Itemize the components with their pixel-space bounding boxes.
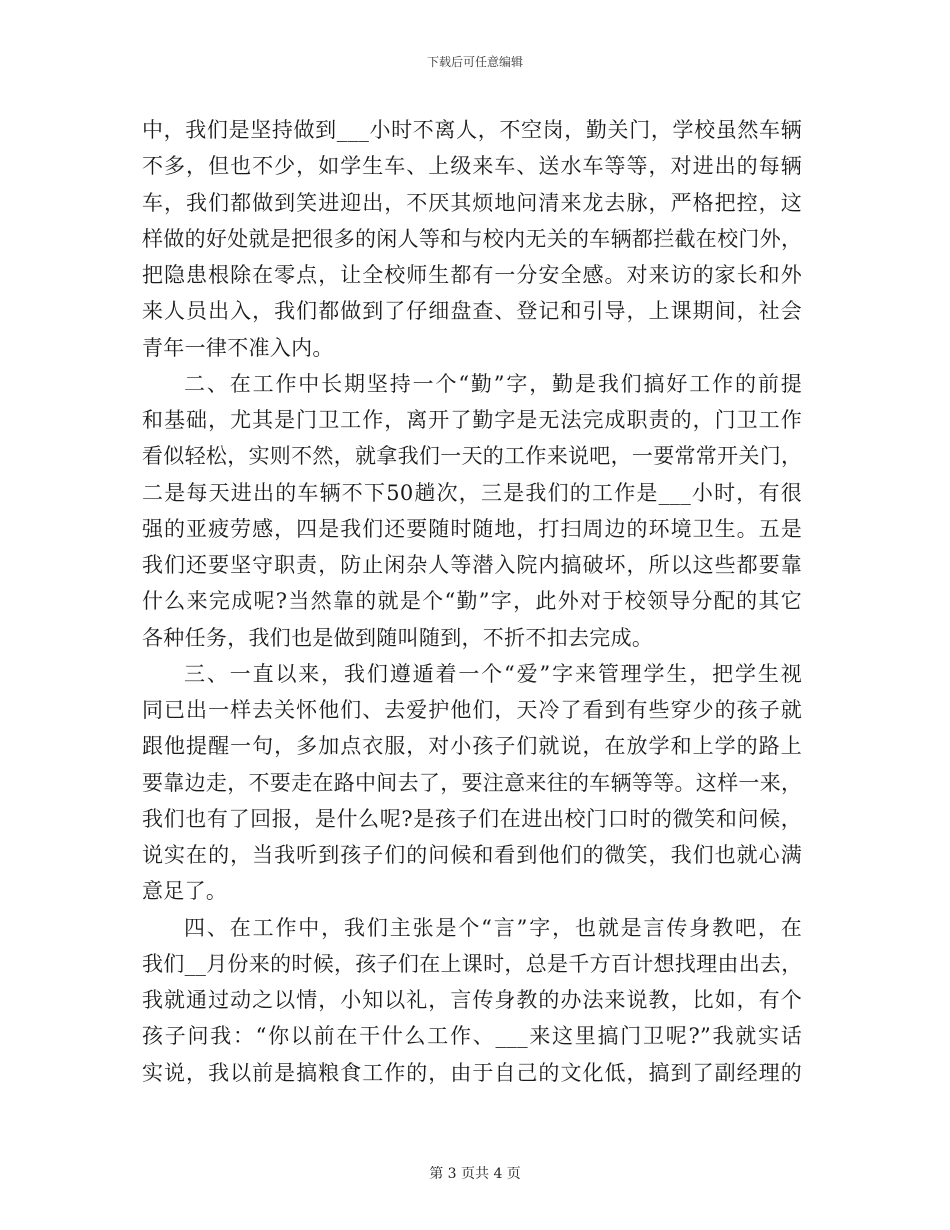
- text-line: 我们也有了回报，是什么呢?是孩子们在进出校门口时的微笑和问候，: [142, 806, 802, 831]
- text-line: 各种任务，我们也是做到随叫随到，不折不扣去完成。: [142, 625, 654, 650]
- text-line: 把隐患根除在零点，让全校师生都有一分安全感。对来访的家长和外: [142, 263, 802, 287]
- text-line: 要靠边走，不要走在路中间去了，要注意来往的车辆等等。这样一来，: [142, 770, 803, 795]
- text-line: 来人员出入，我们都做到了仔细盘查、登记和引导，上课期间，社会: [142, 299, 802, 324]
- text-line: 同已出一样去关怀他们、去爱护他们，天冷了看到有些穿少的孩子就: [142, 698, 802, 722]
- text-line: 什么来完成呢?当然靠的就是个“勤”字，此外对于校领导分配的其它: [142, 589, 802, 614]
- text-line: 二、在工作中长期坚持一个“勤”字，勤是我们搞好工作的前提: [184, 371, 802, 396]
- text-line: 样做的好处就是把很多的闲人等和与校内无关的车辆都拦截在校门外，: [142, 226, 803, 251]
- text-line: 我们还要坚守职责，防止闲杂人等潜入院内搞破坏，所以这些都要靠: [142, 553, 802, 577]
- text-line: 车，我们都做到笑进迎出，不厌其烦地问清来龙去脉，严格把控，这: [142, 190, 802, 215]
- text-line: 二是每天进出的车辆不下50趟次，三是我们的工作是___小时，有很: [142, 480, 802, 505]
- text-line: 四、在工作中，我们主张是个“言”字，也就是言传身教吧，在: [184, 915, 802, 940]
- text-line: 中，我们是坚持做到___小时不离人，不空岗，勤关门，学校虽然车辆: [142, 118, 802, 142]
- text-line: 三、一直以来，我们遵遁着一个“爱”字来管理学生，把学生视: [184, 661, 802, 686]
- text-line: 我们__月份来的时候，孩子们在上课时，总是千方百计想找理由出去，: [142, 951, 803, 976]
- text-line: 说实在的，当我听到孩子们的问候和看到他们的微笑，我们也就心满: [142, 843, 802, 867]
- text-line: 青年一律不准入内。: [142, 335, 334, 360]
- text-line: 和基础，尤其是门卫工作，离开了勤字是无法完成职责的，门卫工作: [142, 408, 802, 432]
- text-line: 孩子问我：“你以前在干什么工作、___来这里搞门卫呢?”我就实话: [142, 1024, 802, 1049]
- text-line: 强的亚疲劳感，四是我们还要随时随地，打扫周边的环境卫生。五是: [142, 516, 802, 541]
- text-line: 意足了。: [142, 879, 228, 904]
- text-line: 我就通过动之以情，小知以礼，言传身教的办法来说教，比如，有个: [142, 988, 802, 1012]
- text-line: 跟他提醒一句，多加点衣服，对小孩子们就说，在放学和上学的路上: [142, 734, 802, 759]
- text-line: 实说，我以前是搞粮食工作的，由于自己的文化低，搞到了副经理的: [142, 1060, 802, 1085]
- page-footer: 第 3 页共 4 页: [429, 1166, 521, 1182]
- document-body: [142, 112, 802, 1091]
- text-line: 看似轻松，实则不然，就拿我们一天的工作来说吧，一要常常开关门，: [142, 444, 803, 469]
- page-header: 下载后可任意编辑: [426, 55, 523, 69]
- text-line: 不多，但也不少，如学生车、上级来车、送水车等等，对进出的每辆: [142, 154, 802, 179]
